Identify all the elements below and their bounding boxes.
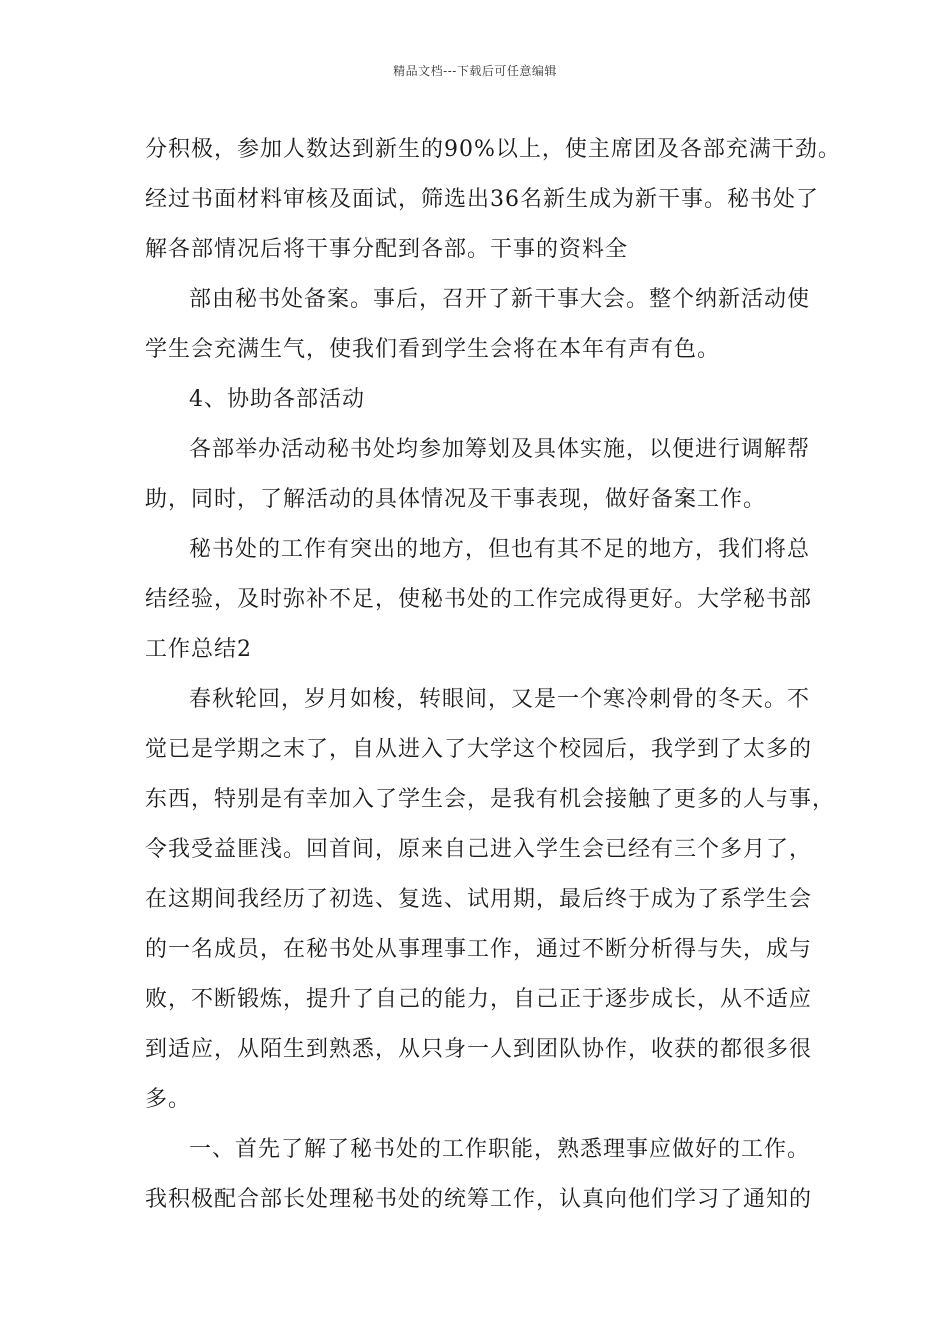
section-heading: 4、协助各部活动 [189, 387, 365, 412]
document-body [145, 128, 841, 1228]
text-line: 我积极配合部长处理秘书处的统筹工作，认真向他们学习了通知的 [145, 1187, 813, 1212]
text-line: 助，同时，了解活动的具体情况及干事表现，做好备案工作。 [145, 487, 767, 512]
text-line: 东西，特别是有幸加入了学生会，是我有机会接触了更多的人与事， [145, 787, 836, 812]
text-line: 多。 [145, 1087, 192, 1112]
text-line: 部由秘书处备案。事后，召开了新干事大会。整个纳新活动使 [189, 287, 811, 312]
text-line: 春秋轮回，岁月如梭，转眼间，又是一个寒冷刺骨的冬天。不 [189, 687, 811, 712]
text-line: 令我受益匪浅。回首间，原来自己进入学生会已经有三个多月了， [145, 837, 813, 862]
text-line: 败，不断锻炼，提升了自己的能力，自己正于逐步成长，从不适应 [145, 987, 813, 1012]
text-line: 解各部情况后将干事分配到各部。干事的资料全 [145, 237, 629, 262]
text-line: 的一名成员，在秘书处从事理事工作，通过不断分析得与失，成与 [145, 937, 813, 962]
text-line: 到适应，从陌生到熟悉，从只身一人到团队协作，收获的都很多很 [145, 1037, 813, 1062]
page-header: 精品文档---下载后可任意编辑 [393, 64, 557, 78]
text-line: 秘书处的工作有突出的地方，但也有其不足的地方，我们将总 [189, 537, 811, 562]
text-line: 结经验，及时弥补不足，使秘书处的工作完成得更好。大学秘书部 [145, 587, 813, 612]
text-line: 觉已是学期之末了，自从进入了大学这个校园后，我学到了太多的 [145, 737, 813, 762]
text-line: 工作总结2 [145, 637, 252, 662]
text-line: 学生会充满生气，使我们看到学生会将在本年有声有色。 [145, 337, 721, 362]
text-line: 分积极，参加人数达到新生的90%以上，使主席团及各部充满干劲。 [145, 137, 841, 162]
text-line: 一、首先了解了秘书处的工作职能，熟悉理事应做好的工作。 [189, 1137, 811, 1162]
text-line: 各部举办活动秘书处均参加筹划及具体实施，以便进行调解帮 [189, 437, 811, 462]
text-line: 经过书面材料审核及面试，筛选出36名新生成为新干事。秘书处了 [145, 187, 819, 212]
text-line: 在这期间我经历了初选、复选、试用期，最后终于成为了系学生会 [145, 887, 813, 912]
